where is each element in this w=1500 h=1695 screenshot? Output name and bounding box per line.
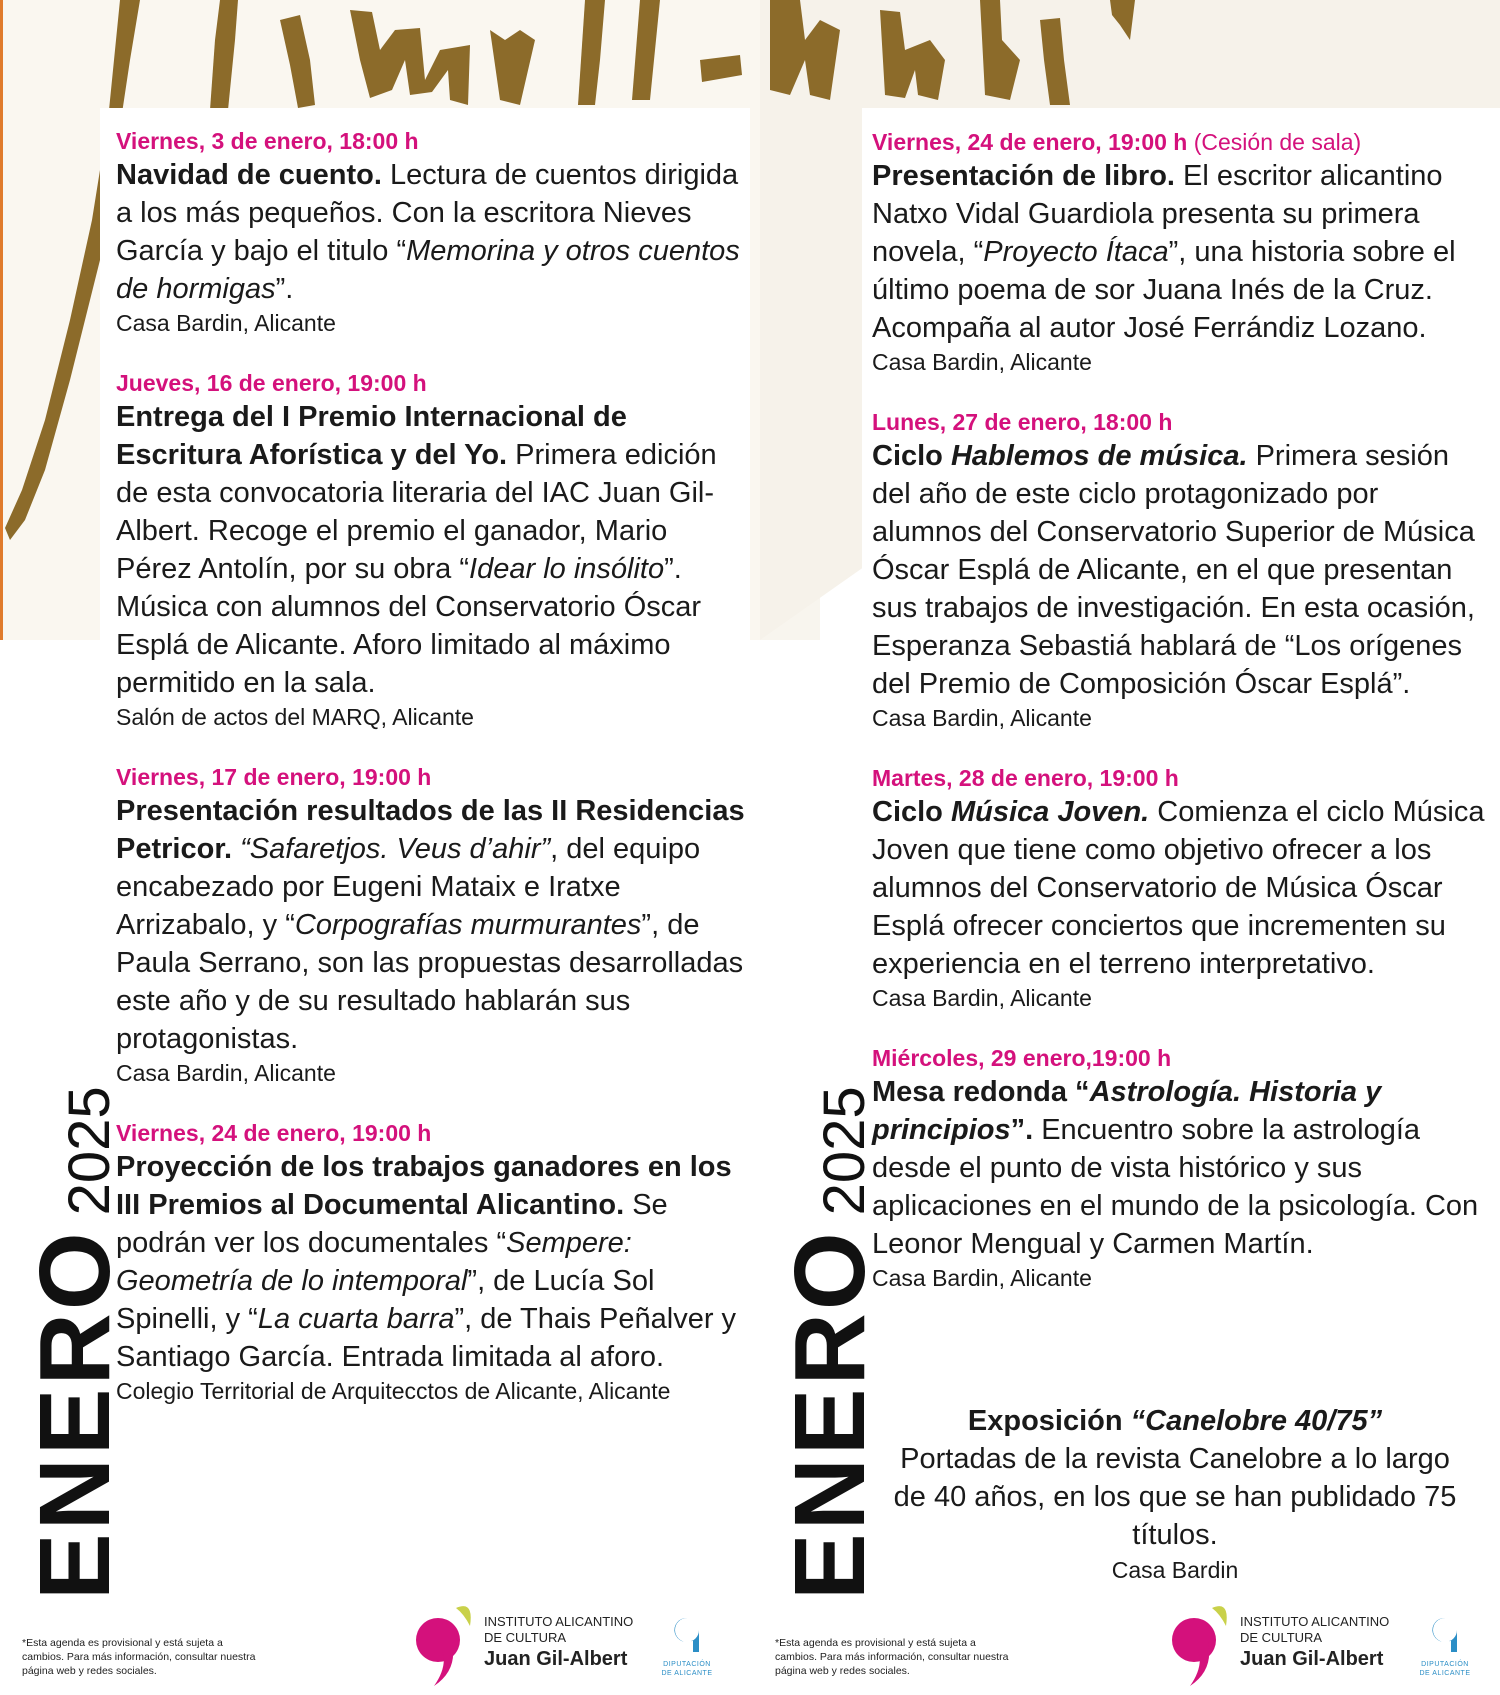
- event-italic: La cuarta barra: [257, 1303, 455, 1335]
- event-italic: Corpografías murmurantes: [294, 909, 642, 941]
- logo-line2: DE CULTURA: [1240, 1630, 1323, 1645]
- event-italic: Sempere: Geometría de lo intemporal: [116, 1227, 632, 1297]
- month-label-right: [773, 1086, 888, 1600]
- event-date-note: (Cesión de sala): [1187, 129, 1362, 155]
- event-venue: Casa Bardin, Alicante: [872, 349, 1092, 375]
- event-text: El escritor alicantino Natxo Vidal Guardiola presenta su primera novela, “: [872, 160, 1443, 268]
- event-item: [116, 762, 746, 1088]
- event-date: [872, 127, 1494, 157]
- event-item: [872, 1043, 1494, 1293]
- logo-name: Juan Gil-Albert: [1240, 1648, 1384, 1670]
- event-text: ”, una historia sobre el último poema de sor Juana Inés de la Cruz. Acompaña al autor José Ferrándiz Lozano.: [872, 236, 1456, 344]
- event-title-text: Ciclo: [872, 796, 951, 828]
- event-title-italic: Astrología. Historia y principios: [872, 1076, 1382, 1146]
- institute-logo-text: [1240, 1614, 1389, 1672]
- exhibition-title-text: Exposición: [967, 1405, 1131, 1437]
- event-italic: Idear lo insólito: [469, 553, 665, 585]
- event-text: Primera sesión del año de este ciclo protagonizado por alumnos del Conservatorio Superior de Música Óscar Esplá de Alicante, en el que presentan sus trabajos de investigación. En esta ocasión, Esperanza Sebastiá hablará de “Los orígenes del Premio de Composición Óscar Esplá”.: [872, 440, 1475, 700]
- event-venue: Salón de actos del MARQ, Alicante: [116, 704, 474, 730]
- event-title: Proyección de los trabajos ganadores en los III Premios al Documental Alicantino.: [116, 1151, 732, 1221]
- event-text: ”. Música con alumnos del Conservatorio Óscar Esplá de Alicante. Aforo limitado al máximo permitido en la sala.: [116, 553, 702, 699]
- event-text: Lectura de cuentos dirigida a los más pequeños. Con la escritora Nieves García y bajo el titulo “: [116, 159, 739, 267]
- year-text: 2025: [57, 1086, 122, 1216]
- event-venue: Casa Bardin, Alicante: [116, 310, 336, 336]
- event-description: [116, 792, 746, 1058]
- event-title-italic: Música Joven.: [950, 796, 1150, 828]
- logo-name: Juan Gil-Albert: [484, 1648, 628, 1670]
- event-venue: Casa Bardin, Alicante: [872, 985, 1092, 1011]
- event-title-text: Mesa redonda “: [872, 1076, 1090, 1108]
- event-description: [116, 398, 746, 702]
- event-date: Lunes, 27 de enero, 18:00 h: [872, 409, 1173, 435]
- event-italic: Memorina y otros cuentos de hormigas: [116, 235, 740, 305]
- event-description: [872, 1073, 1494, 1263]
- event-item: [872, 763, 1494, 1013]
- dip-line2: DE ALICANTE: [661, 1670, 713, 1677]
- exhibition-title: [880, 1402, 1470, 1440]
- disclaimer-left: *Esta agenda es provisional y está sujeta a cambios. Para más información, consultar nuestra página web y redes sociales.: [22, 1637, 256, 1677]
- event-text: , del equipo encabezado por Eugeni Mataix e Iratxe Arrizabalo, y “: [116, 833, 701, 941]
- event-description: [116, 156, 746, 308]
- year-text: 2025: [812, 1086, 877, 1216]
- event-text: [232, 833, 240, 865]
- disclaimer-right: *Esta agenda es provisional y está sujeta a cambios. Para más información, consultar nuestra página web y redes sociales.: [775, 1637, 1009, 1677]
- month-text: ENERO: [774, 1229, 886, 1600]
- event-text: ”, de Paula Serrano, son las propuestas desarrolladas este año y de su resultado hablarán sus protagonistas.: [116, 909, 744, 1055]
- logo-line2: DE CULTURA: [484, 1630, 567, 1645]
- event-venue: Colegio Territorial de Arquitecctos de Alicante, Alicante: [116, 1378, 671, 1404]
- diputacion-logo-icon: [1428, 1614, 1462, 1656]
- event-title: [872, 796, 1149, 828]
- event-item: [116, 368, 746, 732]
- event-text: Comienza el ciclo Música Joven que tiene como objetivo ofrecer a los alumnos del Conservatorio de Música Óscar Esplá ofrecer conciertos que incrementen su experiencia en el terreno interpretativo.: [872, 796, 1485, 980]
- exhibition-text: Portadas de la revista Canelobre a lo largo de 40 años, en los que se han publidado 75 títulos.: [893, 1443, 1457, 1551]
- diputacion-logo-text: [657, 1660, 717, 1678]
- dip-line1: DIPUTACIÓN: [663, 1661, 711, 1668]
- event-venue: Casa Bardin, Alicante: [872, 705, 1092, 731]
- diputacion-logo-text: [1415, 1660, 1475, 1678]
- event-italic: Proyecto Ítaca: [983, 236, 1169, 268]
- event-title-italic: Hablemos de música.: [950, 440, 1248, 472]
- exhibition-place: Casa Bardin: [1111, 1557, 1239, 1583]
- event-date-text: Viernes, 24 de enero, 19:00 h: [872, 129, 1188, 155]
- event-title: Presentación resultados de las II Residencias Petricor.: [116, 795, 745, 865]
- event-item: [116, 1118, 746, 1406]
- institute-logo-mark: [412, 1600, 478, 1686]
- left-column: [116, 126, 746, 1436]
- exhibition-block: [880, 1402, 1470, 1586]
- logo-line1: INSTITUTO ALICANTINO: [484, 1614, 634, 1629]
- event-venue: Casa Bardin, Alicante: [872, 1265, 1092, 1291]
- event-date: Martes, 28 de enero, 19:00 h: [872, 765, 1179, 791]
- event-description: [116, 1148, 746, 1376]
- dip-line1: DIPUTACIÓN: [1421, 1661, 1469, 1668]
- event-title: Entrega del I Premio Internacional de Escritura Aforística y del Yo.: [116, 401, 627, 471]
- event-title: Navidad de cuento.: [116, 159, 382, 191]
- event-item: [872, 127, 1494, 377]
- event-title: Presentación de libro.: [872, 160, 1175, 192]
- event-item: [872, 407, 1494, 733]
- event-title-text: Ciclo: [872, 440, 951, 472]
- event-text: Se podrán ver los documentales “: [116, 1189, 668, 1259]
- event-date: Viernes, 3 de enero, 18:00 h: [116, 128, 419, 154]
- event-venue: Casa Bardin, Alicante: [116, 1060, 336, 1086]
- event-date: Viernes, 17 de enero, 19:00 h: [116, 764, 432, 790]
- institute-logo-text: [484, 1614, 633, 1672]
- event-text: Encuentro sobre la astrología desde el punto de vista histórico y sus aplicaciones en el mundo de la psicología. Con Leonor Mengual y Carmen Martín.: [872, 1114, 1479, 1260]
- event-title-end: ”.: [1010, 1114, 1034, 1146]
- month-text: ENERO: [19, 1229, 131, 1600]
- event-italic: “Safaretjos. Veus d’ahir”: [240, 833, 551, 865]
- event-date: Miércoles, 29 enero,19:00 h: [872, 1045, 1172, 1071]
- right-column: [872, 127, 1494, 1323]
- diputacion-logo-icon: [670, 1614, 704, 1656]
- exhibition-title-italic: “Canelobre 40/75”: [1130, 1405, 1383, 1437]
- dip-line2: DE ALICANTE: [1419, 1670, 1471, 1677]
- event-date: Viernes, 24 de enero, 19:00 h: [116, 1120, 432, 1146]
- event-description: [872, 157, 1494, 347]
- event-description: [872, 437, 1494, 703]
- logo-line1: INSTITUTO ALICANTINO: [1240, 1614, 1390, 1629]
- event-description: [872, 793, 1494, 983]
- event-text: ”.: [275, 273, 294, 305]
- event-text: Primera edición de esta convocatoria literaria del IAC Juan Gil-Albert. Recoge el premio el ganador, Mario Pérez Antolín, por su obra “: [116, 439, 717, 585]
- event-text: ”, de Thais Peñalver y Santiago García. Entrada limitada al aforo.: [116, 1303, 737, 1373]
- event-text: ”, de Lucía Sol Spinelli, y “: [116, 1265, 655, 1335]
- event-date: Jueves, 16 de enero, 19:00 h: [116, 370, 427, 396]
- event-item: [116, 126, 746, 338]
- institute-logo-mark: [1168, 1600, 1234, 1686]
- event-title: [872, 440, 1248, 472]
